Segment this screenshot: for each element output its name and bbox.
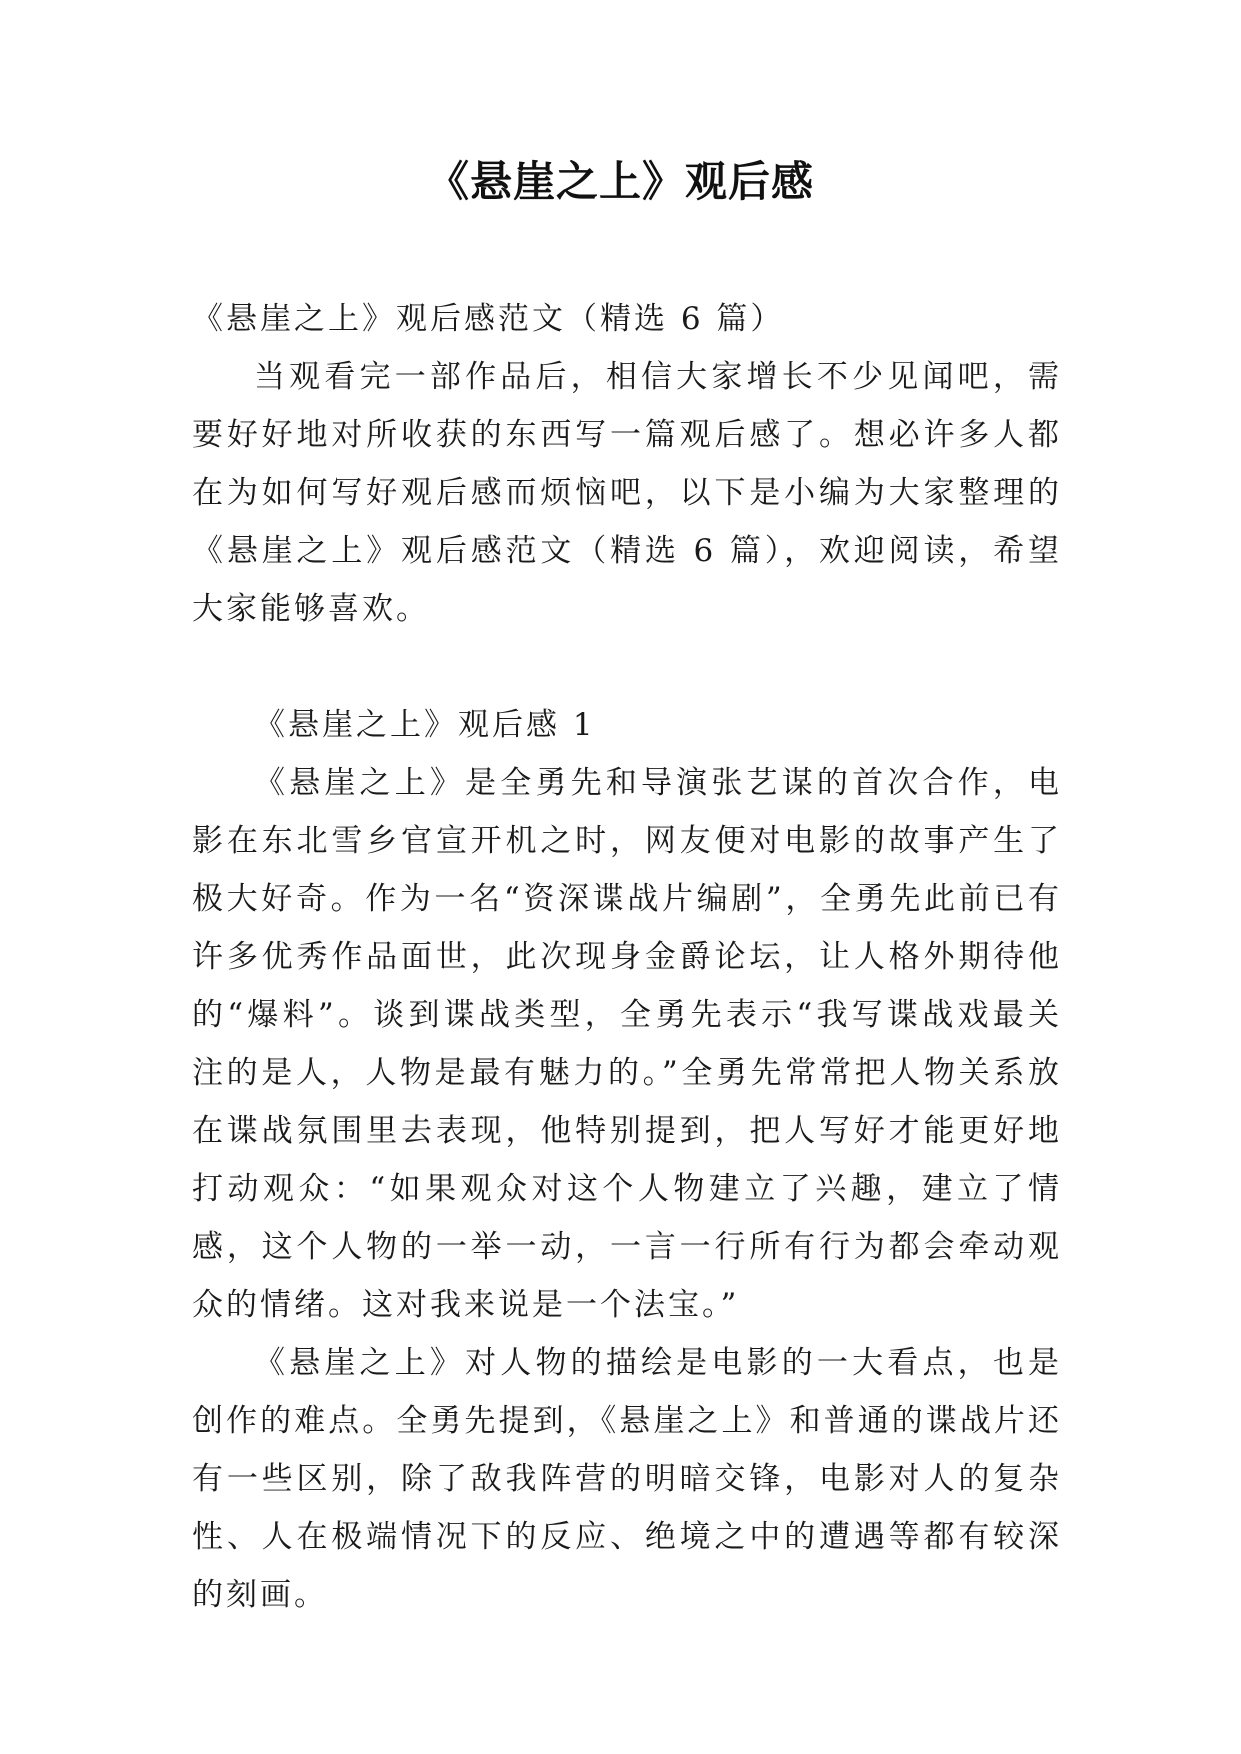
body-paragraph: 《悬崖之上》是全勇先和导演张艺谋的首次合作，电影在东北雪乡官宣开机之时，网友便对电影的故事产生了极大好奇。作为一名“资深谍战片编剧”，全勇先此前已有许多优秀作品面世，此次现身金爵论坛，让人格外期待他的“爆料”。谈到谍战类型，全勇先表示“我写谍战戏最关注的是人，人物是最有魅力的。”全勇先常常把人物关系放在谍战氛围里去表现，他特别提到，把人写好才能更好地打动观众：“如果观众对这个人物建立了兴趣，建立了情感，这个人物的一举一动，一言一行所有行为都会牵动观众的情绪。这对我来说是一个法宝。” [192,765,1062,1323]
document-subtitle: 《悬崖之上》观后感范文（精选 6 篇） [192,301,785,337]
document-title: 《悬崖之上》观后感 [426,157,814,206]
intro-paragraph: 当观看完一部作品后，相信大家增长不少见闻吧，需要好好地对所收获的东西写一篇观后感了。想必许多人都在为如何写好观后感而烦恼吧，以下是小编为大家整理的《悬崖之上》观后感范文（精选 6 篇），欢迎阅读，希望大家能够喜欢。 [192,359,1062,627]
body-paragraph: 《悬崖之上》对人物的描绘是电影的一大看点，也是创作的难点。全勇先提到，《悬崖之上》和普通的谍战片还有一些区别，除了敌我阵营的明暗交锋，电影对人的复杂性、人在极端情况下的反应、绝境之中的遭遇等都有较深的刻画。 [192,1345,1062,1613]
section-spacer [192,638,1062,696]
document-body [192,290,1062,1624]
section-heading: 《悬崖之上》观后感 1 [254,707,596,743]
